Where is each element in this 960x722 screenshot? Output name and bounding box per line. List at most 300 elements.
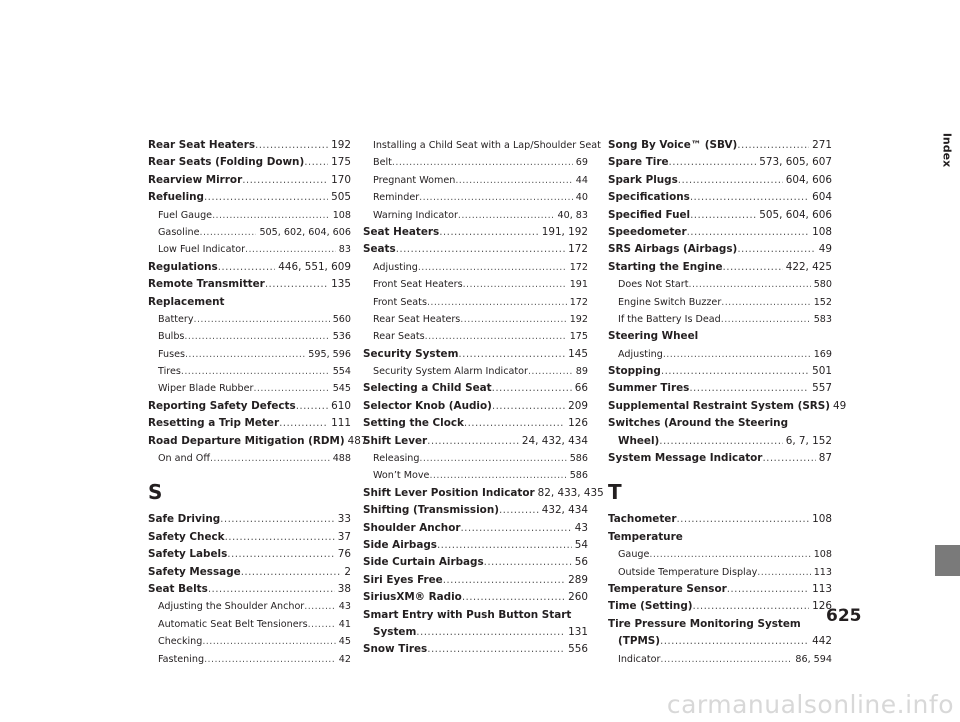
index-subentry [608, 311, 832, 328]
entry-term: Side Airbags [363, 538, 437, 551]
dot-leader [458, 207, 555, 224]
entry-page-refs[interactable]: 42 [338, 653, 351, 665]
dot-leader [455, 172, 572, 189]
index-subentry [363, 311, 588, 328]
index-subentry [148, 651, 351, 668]
entry-page-refs[interactable]: 24, 432, 434 [521, 434, 588, 447]
index-subentry [148, 380, 351, 397]
entry-page-refs[interactable]: 446, 551, 609 [278, 260, 351, 273]
index-entry [148, 276, 351, 293]
entry-page-refs[interactable]: 76 [337, 548, 351, 561]
entry-page-refs[interactable]: 33 [337, 513, 351, 526]
entry-page-refs[interactable]: 172 [568, 243, 588, 256]
dot-leader [396, 241, 565, 258]
entry-page-refs[interactable]: 45 [338, 636, 351, 648]
index-entry [148, 433, 368, 450]
dot-leader [437, 537, 572, 554]
entry-term: Shift Lever [363, 434, 428, 447]
dot-leader [499, 502, 539, 519]
entry-page-refs[interactable]: 43 [338, 601, 351, 613]
entry-page-refs[interactable]: 43 [574, 521, 588, 534]
entry-term: Tire Pressure Monitoring System [608, 617, 801, 630]
index-subentry [363, 294, 588, 311]
index-column-2 [363, 137, 604, 659]
entry-page-refs[interactable]: 170 [331, 173, 351, 186]
dot-leader [181, 363, 330, 380]
entry-page-refs[interactable]: 40 [575, 192, 588, 204]
entry-page-refs[interactable]: 586 [569, 453, 588, 465]
index-entry [363, 415, 588, 432]
watermark: carmanualsonline.info [666, 690, 954, 719]
index-subentry [608, 651, 832, 668]
index-entry [608, 154, 832, 171]
entry-term: Fuses [158, 348, 185, 360]
entry-term: Gauge [618, 549, 650, 561]
index-entry [608, 137, 832, 154]
side-tab-label: Index [940, 132, 954, 168]
section-marker-block [935, 545, 960, 576]
dot-leader [241, 564, 342, 581]
entry-term: Wheel) [618, 434, 660, 447]
index-entry [608, 328, 832, 345]
entry-page-refs[interactable]: 545 [332, 383, 351, 395]
entry-page-refs[interactable]: 554 [332, 366, 351, 378]
index-entry [608, 529, 832, 546]
index-entry [608, 581, 832, 598]
index-entry [608, 616, 832, 633]
entry-term: Rear Seat Heaters [148, 139, 256, 151]
dot-leader [757, 564, 810, 581]
dot-leader [462, 589, 565, 606]
index-subentry [148, 311, 351, 328]
entry-term: Side Curtain Airbags [363, 556, 484, 569]
index-entry [363, 641, 588, 658]
index-subentry [363, 450, 588, 467]
dot-leader [762, 450, 815, 467]
dot-leader [663, 346, 811, 363]
index-subentry [148, 633, 351, 650]
entry-page-refs[interactable]: 131 [568, 625, 588, 638]
entry-term: Safe Driving [148, 513, 221, 526]
entry-page-refs[interactable]: 41 [338, 618, 351, 630]
entry-page-refs[interactable]: 501 [812, 365, 832, 378]
entry-page-refs[interactable]: 126 [568, 417, 588, 430]
index-subentry [363, 189, 588, 206]
entry-term: Safety Message [148, 565, 241, 578]
entry-term: Stopping [608, 365, 661, 378]
index-entry [608, 398, 847, 415]
dot-leader [689, 276, 811, 293]
entry-page-refs[interactable]: 2 [344, 565, 351, 578]
entry-page-refs[interactable]: 83 [338, 244, 351, 256]
entry-term: Low Fuel Indicator [158, 244, 246, 256]
dot-leader [304, 154, 328, 171]
index-entry [363, 346, 588, 363]
entry-term: Spare Tire [608, 156, 669, 169]
entry-term: Releasing [373, 453, 420, 465]
entry-term: Selector Knob (Audio) [363, 399, 492, 412]
entry-term: Pregnant Women [373, 174, 456, 186]
entry-page-refs[interactable]: 111 [331, 417, 351, 430]
entry-page-refs[interactable]: 82, 433, 435 [537, 486, 604, 499]
side-tab-label-box [938, 120, 956, 180]
section-letter: T [608, 480, 622, 505]
entry-page-refs[interactable]: 172 [569, 261, 588, 273]
index-subentry [363, 207, 588, 224]
index-entry [608, 241, 832, 258]
index-subentry [148, 328, 351, 345]
entry-term: Gasoline [158, 226, 200, 238]
entry-term: Shift Lever Position Indicator [363, 486, 535, 499]
dot-leader [427, 294, 567, 311]
entry-term: Bulbs [158, 331, 185, 343]
entry-term: Snow Tires [363, 643, 428, 656]
entry-term: Rear Seat Heaters [373, 313, 461, 325]
entry-term: Adjusting [618, 348, 663, 360]
entry-term: Reminder [373, 192, 420, 204]
index-entry [608, 380, 832, 397]
page-number: 625 [826, 606, 862, 626]
entry-term: Refueling [148, 191, 204, 204]
index-entry [148, 137, 351, 154]
entry-term: Regulations [148, 260, 218, 273]
entry-page-refs[interactable]: 191, 192 [541, 225, 588, 238]
dot-leader [460, 520, 571, 537]
dot-leader [721, 294, 810, 311]
entry-page-refs[interactable]: 108 [332, 209, 351, 221]
entry-page-refs[interactable]: 49 [818, 243, 832, 256]
entry-page-refs[interactable]: 610 [331, 399, 351, 412]
entry-page-refs[interactable]: 38 [337, 582, 351, 595]
dot-leader [210, 450, 330, 467]
entry-term: Smart Entry with Push Button Start [363, 608, 572, 621]
entry-term: Warning Indicator [373, 209, 458, 221]
index-subentry [148, 346, 351, 363]
index-entry [148, 172, 351, 189]
index-subentry [148, 224, 351, 241]
index-subentry [363, 276, 588, 293]
entry-term: Switches (Around the Steering [608, 417, 789, 430]
entry-term: (TPMS) [618, 635, 661, 648]
entry-term: Siri Eyes Free [363, 573, 443, 586]
entry-term: On and Off [158, 453, 210, 465]
entry-term: Security System Alarm Indicator [373, 366, 528, 378]
entry-term: Summer Tires [608, 382, 690, 395]
index-entry [363, 520, 588, 537]
entry-page-refs[interactable]: 44 [575, 174, 588, 186]
dot-leader [460, 311, 566, 328]
entry-page-refs[interactable]: 432, 434 [541, 504, 588, 517]
entry-page-refs[interactable]: 536 [332, 331, 351, 343]
index-subentry [363, 154, 588, 171]
entry-page-refs[interactable]: 191 [569, 279, 588, 291]
index-entry [148, 154, 351, 171]
dot-leader [185, 346, 305, 363]
entry-term: Adjusting the Shoulder Anchor [158, 601, 305, 613]
entry-term: Rear Seats [373, 331, 425, 343]
dot-leader [245, 241, 336, 258]
dot-leader [727, 581, 809, 598]
dot-leader [649, 546, 810, 563]
dot-leader [418, 259, 567, 276]
index-entry [608, 224, 832, 241]
dot-leader [660, 651, 792, 668]
entry-term: Selecting a Child Seat [363, 382, 492, 395]
dot-leader [737, 241, 815, 258]
entry-page-refs[interactable]: 560 [332, 313, 351, 325]
dot-leader [443, 572, 565, 589]
dot-leader [661, 363, 809, 380]
entry-page-refs[interactable]: 586 [569, 470, 588, 482]
entry-term: If the Battery Is Dead [618, 313, 721, 325]
index-subentry [608, 564, 832, 581]
entry-term: Shoulder Anchor [363, 521, 461, 534]
section-letter: S [148, 480, 163, 505]
entry-page-refs[interactable]: 135 [331, 278, 351, 291]
dot-leader [669, 154, 757, 171]
entry-term: Remote Transmitter [148, 278, 265, 291]
dot-leader [419, 450, 566, 467]
index-entry [608, 511, 832, 528]
entry-page-refs[interactable]: 580 [813, 279, 832, 291]
entry-term: Seat Heaters [363, 225, 440, 238]
index-subentry [148, 616, 351, 633]
index-entry [608, 363, 832, 380]
dot-leader [202, 633, 335, 650]
entry-page-refs[interactable]: 488 [332, 453, 351, 465]
entry-page-refs[interactable]: 172 [569, 296, 588, 308]
dot-leader [737, 137, 809, 154]
entry-page-refs[interactable]: 260 [568, 591, 588, 604]
entry-term: SiriusXM® Radio [363, 591, 462, 604]
index-entry [363, 607, 588, 624]
entry-page-refs[interactable]: 487 [347, 434, 368, 447]
index-entry [608, 433, 832, 450]
dot-leader [425, 328, 567, 345]
entry-page-refs[interactable]: 69 [575, 157, 588, 169]
entry-term: Spark Plugs [608, 173, 678, 186]
entry-term: Seat Belts [148, 582, 208, 595]
entry-term: Temperature [608, 530, 683, 543]
entry-page-refs[interactable]: 289 [568, 573, 588, 586]
index-column-1 [148, 137, 368, 668]
entry-page-refs[interactable]: 442 [812, 635, 832, 648]
entry-page-refs[interactable]: 6, 7, 152 [785, 434, 832, 447]
entry-page-refs[interactable]: 505, 604, 606 [759, 208, 832, 221]
dot-leader [528, 363, 573, 380]
entry-page-refs[interactable]: 604 [812, 191, 832, 204]
index-entry [148, 294, 351, 311]
dot-leader [439, 224, 539, 241]
entry-page-refs[interactable]: 108 [812, 225, 832, 238]
dot-leader [304, 598, 336, 615]
entry-page-refs[interactable]: 557 [812, 382, 832, 395]
entry-page-refs[interactable]: 86, 594 [795, 653, 832, 665]
index-entry [363, 433, 588, 450]
entry-page-refs[interactable]: 505 [331, 191, 351, 204]
entry-term: Outside Temperature Display [618, 566, 758, 578]
entry-term: Fastening [158, 653, 205, 665]
entry-page-refs[interactable]: 108 [813, 549, 832, 561]
dot-leader [212, 207, 330, 224]
dot-leader [200, 224, 257, 241]
entry-term: Won’t Move [373, 470, 430, 482]
entry-term: Automatic Seat Belt Tensioners [158, 618, 308, 630]
index-entry [608, 633, 832, 650]
index-entry [363, 624, 588, 641]
dot-leader [308, 616, 336, 633]
index-entry [608, 172, 832, 189]
entry-term: Specifications [608, 191, 690, 204]
entry-page-refs[interactable]: 37 [337, 530, 351, 543]
dot-leader [659, 433, 782, 450]
index-entry [148, 259, 351, 276]
entry-term: Starting the Engine [608, 260, 723, 273]
entry-page-refs[interactable]: 40, 83 [557, 209, 588, 221]
dot-leader [492, 380, 572, 397]
dot-leader [689, 380, 809, 397]
index-subentry [148, 363, 351, 380]
dot-leader [416, 624, 565, 641]
index-entry [148, 398, 351, 415]
entry-page-refs[interactable]: 604, 606 [785, 173, 832, 186]
entry-page-refs[interactable]: 583 [813, 313, 832, 325]
dot-leader [218, 259, 276, 276]
index-entry [148, 529, 351, 546]
entry-page-refs[interactable]: 89 [575, 366, 588, 378]
dot-leader [392, 154, 573, 171]
dot-leader [458, 346, 565, 363]
entry-page-refs[interactable]: 169 [813, 348, 832, 360]
index-subentry [148, 207, 351, 224]
dot-leader [220, 511, 335, 528]
entry-term: Checking [158, 636, 203, 648]
entry-page-refs[interactable]: 145 [568, 347, 588, 360]
entry-term: Front Seats [373, 296, 427, 308]
entry-page-refs[interactable]: 422, 425 [785, 260, 832, 273]
entry-term: Front Seat Heaters [373, 279, 463, 291]
entry-term: Time (Setting) [608, 600, 693, 613]
index-entry [363, 589, 588, 606]
entry-term: Engine Switch Buzzer [618, 296, 722, 308]
dot-leader [687, 224, 810, 241]
entry-page-refs[interactable]: 209 [568, 399, 588, 412]
entry-page-refs[interactable]: 113 [812, 582, 832, 595]
entry-page-refs[interactable]: 54 [574, 538, 588, 551]
dot-leader [204, 651, 336, 668]
entry-page-refs[interactable]: 152 [813, 296, 832, 308]
entry-page-refs[interactable]: 66 [574, 382, 588, 395]
index-entry [363, 398, 588, 415]
index-subentry [363, 328, 588, 345]
entry-term: Resetting a Trip Meter [148, 417, 280, 430]
index-entry [363, 224, 588, 241]
entry-term: Does Not Start [618, 279, 689, 291]
dot-leader [463, 276, 567, 293]
entry-page-refs[interactable]: 595, 596 [308, 348, 351, 360]
entry-term: Supplemental Restraint System (SRS) [608, 399, 831, 412]
index-entry [363, 380, 588, 397]
index-subentry [363, 259, 588, 276]
index-entry [148, 189, 351, 206]
entry-term: Rear Seats (Folding Down) [148, 156, 305, 169]
entry-term: Adjusting [373, 261, 418, 273]
dot-leader [484, 554, 572, 571]
index-entry [363, 554, 588, 571]
dot-leader [227, 546, 334, 563]
index-subentry [363, 363, 588, 380]
dot-leader [464, 415, 565, 432]
index-entry [363, 537, 588, 554]
index-entry [608, 450, 832, 467]
entry-page-refs[interactable]: 108 [812, 513, 832, 526]
dot-leader [676, 511, 809, 528]
entry-term: Rearview Mirror [148, 173, 243, 186]
entry-page-refs[interactable]: 573, 605, 607 [759, 156, 832, 169]
entry-page-refs[interactable]: 175 [331, 156, 351, 169]
index-entry [363, 241, 588, 258]
dot-leader [184, 328, 329, 345]
index-entry [148, 415, 351, 432]
dot-leader [419, 189, 573, 206]
entry-term: Shifting (Transmission) [363, 504, 499, 517]
entry-term: Wiper Blade Rubber [158, 383, 254, 395]
entry-page-refs[interactable]: 192 [331, 139, 351, 151]
entry-page-refs[interactable]: 113 [813, 566, 832, 578]
index-subentry [148, 450, 351, 467]
entry-term: Indicator [618, 653, 661, 665]
dot-leader [693, 598, 810, 615]
entry-page-refs[interactable]: 556 [568, 643, 588, 656]
dot-leader [690, 189, 809, 206]
entry-term: SRS Airbags (Airbags) [608, 243, 738, 256]
entry-page-refs[interactable]: 192 [569, 313, 588, 325]
dot-leader [660, 633, 809, 650]
dot-leader [678, 172, 783, 189]
entry-term: Battery [158, 313, 194, 325]
dot-leader [242, 172, 328, 189]
dot-leader [208, 581, 335, 598]
entry-term: Installing a Child Seat with a Lap/Shoulder Seat [373, 140, 601, 151]
entry-term: Specified Fuel [608, 208, 691, 221]
entry-term: Seats [363, 243, 396, 256]
entry-page-refs[interactable]: 271 [812, 139, 832, 151]
index-entry [608, 598, 832, 615]
index-subentry [363, 172, 588, 189]
entry-term: Security System [363, 347, 459, 360]
entry-term: Safety Check [148, 530, 225, 543]
index-entry [363, 502, 588, 519]
entry-term: Speedometer [608, 225, 687, 238]
dot-leader [265, 276, 328, 293]
index-subentry [608, 546, 832, 563]
entry-page-refs[interactable]: 175 [569, 331, 588, 343]
index-entry [148, 546, 351, 563]
dot-leader [429, 467, 566, 484]
dot-leader [296, 398, 328, 415]
entry-page-refs[interactable]: 49 [833, 399, 847, 412]
entry-page-refs[interactable]: 56 [574, 556, 588, 569]
entry-page-refs[interactable]: 87 [818, 452, 832, 465]
index-subentry [148, 598, 351, 615]
entry-page-refs[interactable]: 505, 602, 604, 606 [259, 226, 351, 238]
entry-term: Replacement [148, 295, 225, 308]
dot-leader [253, 380, 329, 397]
entry-page-refs[interactable]: 126 [812, 600, 832, 613]
entry-term: Safety Labels [148, 548, 228, 561]
index-subentry [148, 241, 351, 258]
index-entry [148, 564, 351, 581]
